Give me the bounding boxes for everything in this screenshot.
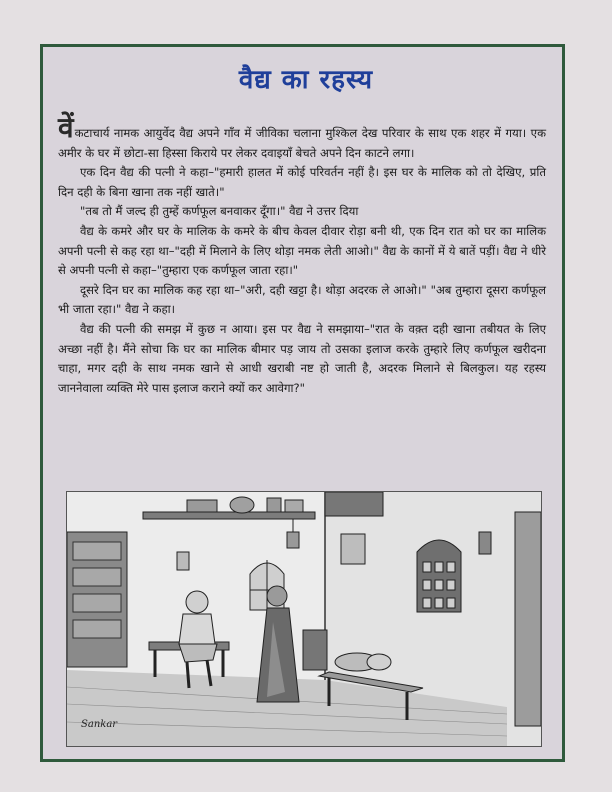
paragraph-5: दूसरे दिन घर का मालिक कह रहा था–"अरी, दही खट्टा है। थोड़ा अदरक ले आओ।" "अब तुम्हारा दूसरा कर्णफूल भी जाता रहा।" वैद्य ने कहा। [58, 282, 546, 317]
story-title: वैद्य का रहस्य [238, 65, 374, 95]
room-scene-drawing [67, 492, 541, 746]
paragraph-1 [58, 111, 546, 163]
story-body [58, 111, 546, 398]
artist-signature: Sankar [81, 719, 118, 730]
drop-cap: वें [58, 111, 74, 144]
paragraph-4: वैद्य के कमरे और घर के मालिक के कमरे के बीच केवल दीवार रोड़ा बनी थी, एक दिन रात को घर का मालिक अपनी पत्नी से कह रहा था–"दही में मिलाने के लिए थोड़ा नमक लेती आओ।" वैद्य के कानों में ये बातें पड़ीं। वैद्य ने धीरे से अपनी पत्नी से कहा–"तुम्हारा एक कर्णफूल जाता रहा।" [58, 223, 546, 278]
paragraph-3: "तब तो मैं जल्द ही तुम्हें कर्णफूल बनवाकर दूँगा।" वैद्य ने उत्तर दिया [80, 204, 359, 219]
story-illustration [66, 491, 542, 747]
paragraph-6: वैद्य की पत्नी की समझ में कुछ न आया। इस पर वैद्य ने समझाया–"रात के वक़्त दही खाना तबीयत के लिए अच्छा नहीं है। मैंने सोचा कि घर का मालिक बीमार पड़ जाय तो उसका इलाज करके तुम्हारे लिए कर्णफूल खरीदना चाहा, मगर दही के साथ नमक खाने से आधी खराबी नष्ट हो जाती है, अदरक मिलाने से बिलकुल। यह रहस्य जाननेवाला व्यक्ति मेरे पास इलाज कराने क्यों कर आवेगा?" [58, 321, 546, 395]
paragraph-2: एक दिन वैद्य की पत्नी ने कहा–"हमारी हालत में कोई परिवर्तन नहीं है। इस घर के मालिक को तो देखिए, प्रति दिन दही के बिना खाना तक नहीं खाते।" [58, 165, 546, 199]
paragraph-text: कटाचार्य नामक आयुर्वेद वैद्य अपने गाँव में जीविका चलाना मुश्किल देख परिवार के साथ एक शहर में गया। एक अमीर के घर में छोटा-सा हिस्सा किराये पर लेकर दवाइयाँ बेचते अपने दिन काटने लगा। [58, 126, 546, 160]
